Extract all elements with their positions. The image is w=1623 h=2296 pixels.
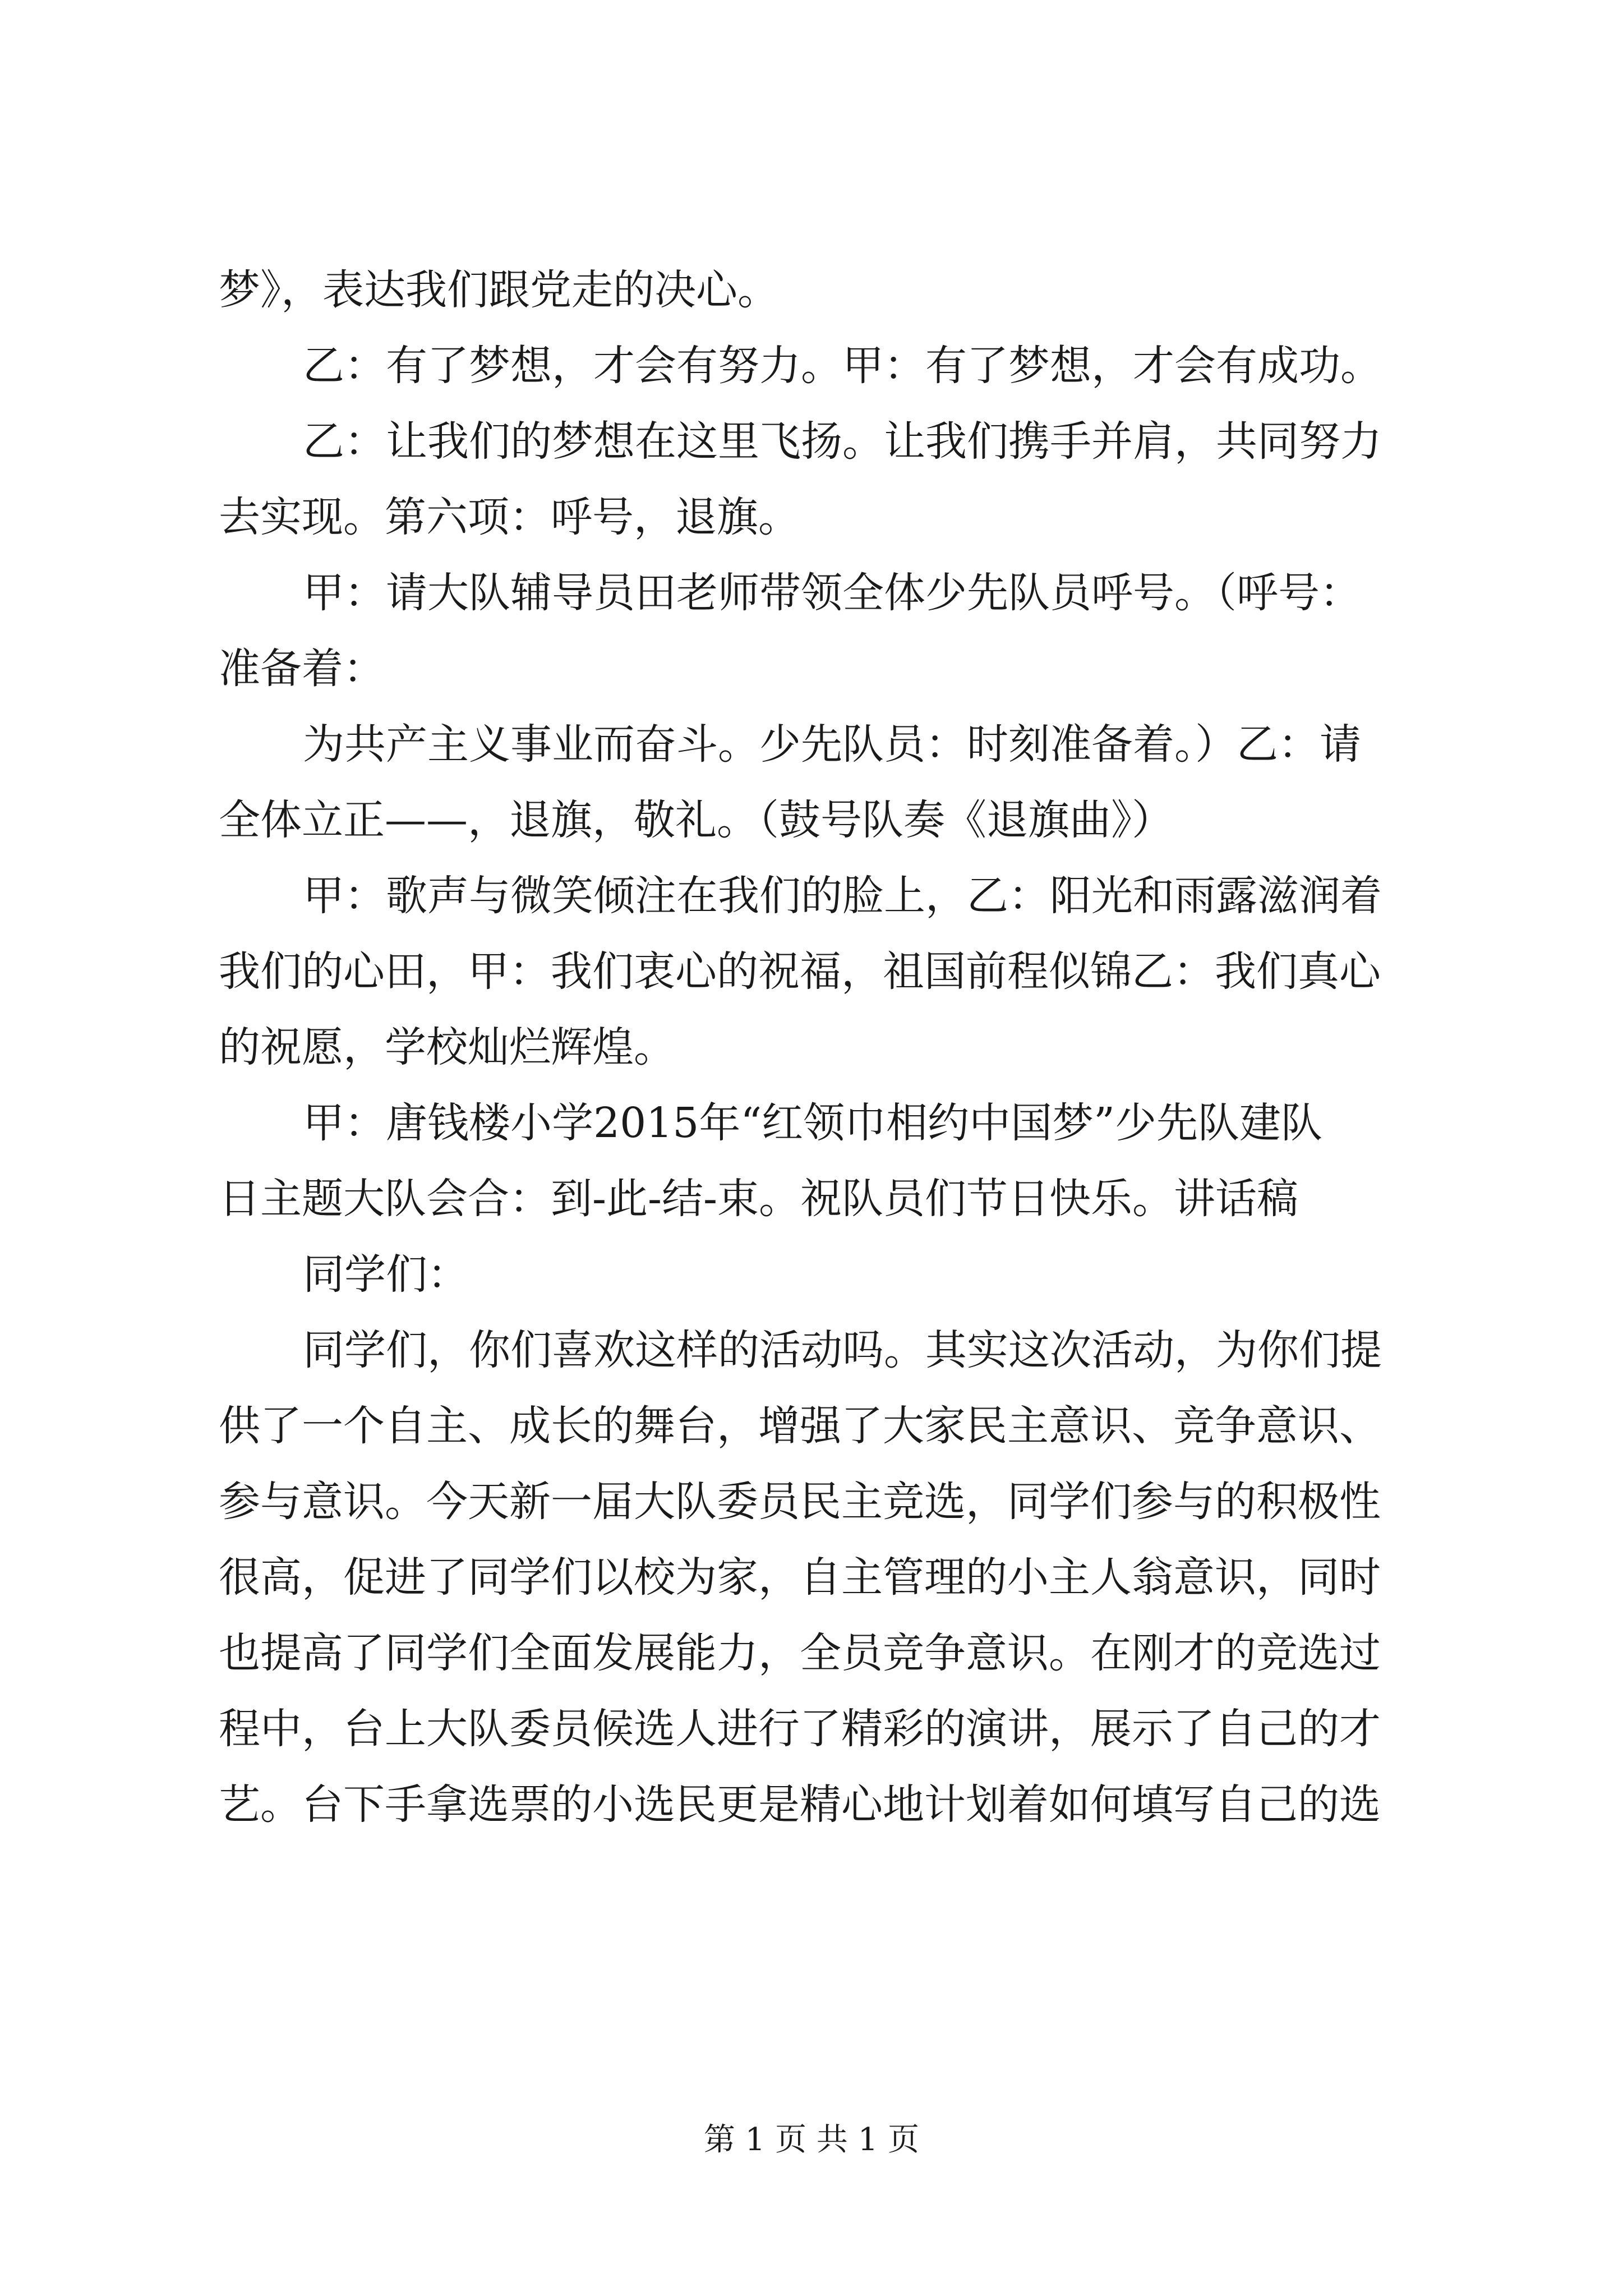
text-line: 甲：唐钱楼小学2015年“红领巾相约中国梦”少先队建队 — [303, 1099, 1322, 1147]
text-line: 很高，促进了同学们以校为家，自主管理的小主人翁意识，同时 — [219, 1553, 1381, 1602]
text-line: 梦》，表达我们跟党走的决心。 — [219, 266, 779, 314]
text-line: 乙：有了梦想，才会有努力。甲：有了梦想，才会有成功。 — [303, 342, 1382, 390]
text-line: 程中，台上大队委员候选人进行了精彩的演讲，展示了自己的才 — [219, 1705, 1381, 1753]
document-body — [219, 252, 1419, 1843]
text-line: 参与意识。今天新一届大队委员民主竞选，同学们参与的积极性 — [219, 1478, 1381, 1526]
page-footer — [0, 2115, 1623, 2160]
page-number-label: 第 1 页 共 1 页 — [703, 2122, 920, 2158]
text-line: 供了一个自主、成长的舞台，增强了大家民主意识、竞争意识、 — [219, 1402, 1381, 1450]
text-line: 的祝愿，学校灿烂辉煌。 — [219, 1023, 675, 1071]
text-line: 艺。台下手拿选票的小选民更是精心地计划着如何填写自己的选 — [219, 1780, 1381, 1829]
text-line: 乙：让我们的梦想在这里飞扬。让我们携手并肩，共同努力 — [303, 417, 1382, 466]
text-line: 去实现。第六项：呼号，退旗。 — [219, 493, 800, 541]
text-line: 全体立正——，退旗，敬礼。（鼓号队奏《退旗曲》） — [219, 796, 1173, 844]
text-line: 甲：歌声与微笑倾注在我们的脸上，乙：阳光和雨露滋润着 — [303, 872, 1382, 920]
text-line: 同学们，你们喜欢这样的活动吗。其实这次活动，为你们提 — [303, 1326, 1382, 1374]
text-line: 为共产主义事业而奋斗。少先队员：时刻准备着。）乙：请 — [303, 720, 1361, 769]
text-line: 甲：请大队辅导员田老师带领全体少先队员呼号。（呼号： — [303, 569, 1361, 617]
text-line: 我们的心田，甲：我们衷心的祝福，祖国前程似锦乙：我们真心 — [219, 947, 1381, 996]
text-line: 日主题大队会合：到-此-结-束。祝队员们节日快乐。讲话稿 — [219, 1175, 1299, 1223]
text-line: 同学们： — [303, 1250, 469, 1299]
text-line: 准备着： — [219, 645, 385, 693]
text-line: 也提高了同学们全面发展能力，全员竞争意识。在刚才的竞选过 — [219, 1629, 1381, 1677]
